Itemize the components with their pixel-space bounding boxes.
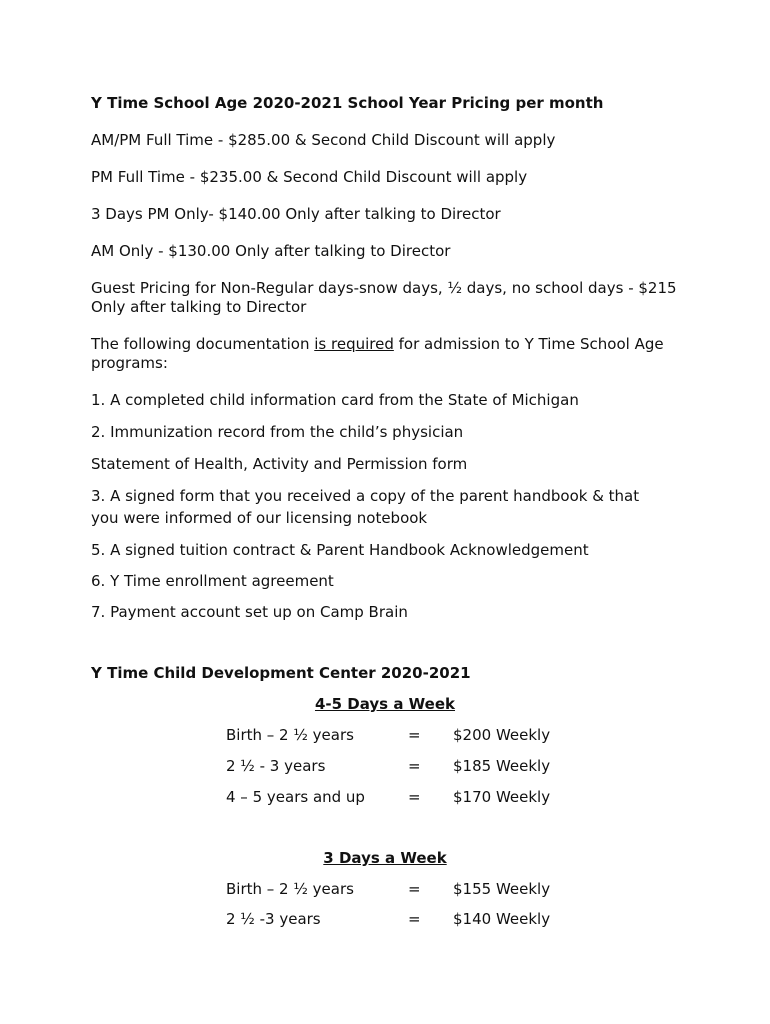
documentation-intro: [91, 335, 691, 354]
equals-sign: =: [408, 788, 421, 806]
rate-row: [0, 757, 770, 776]
rate-row: [0, 880, 770, 899]
doc-intro-before: The following documentation: [91, 335, 315, 353]
guest-pricing-line-2: Only after talking to Director: [91, 298, 307, 316]
equals-sign: =: [408, 757, 421, 775]
age-range: Birth – 2 ½ years: [226, 880, 354, 898]
doc-intro-after: for admission to Y Time School Age: [393, 335, 664, 353]
equals-sign: =: [408, 726, 421, 744]
weekly-price: $170 Weekly: [453, 788, 551, 806]
requirement-item: 2. Immunization record from the child’s physician: [91, 423, 464, 441]
is-required-emphasis: is required: [314, 335, 394, 353]
documentation-intro-line-2: programs:: [91, 354, 168, 372]
rate-row: [0, 788, 770, 807]
requirement-item: 1. A completed child information card from the State of Michigan: [91, 391, 579, 409]
age-range: 4 – 5 years and up: [226, 788, 365, 806]
equals-sign: =: [408, 880, 421, 898]
equals-sign: =: [408, 910, 421, 928]
requirement-item: 6. Y Time enrollment agreement: [91, 572, 334, 590]
section-heading-4-5-days: 4-5 Days a Week: [314, 695, 456, 713]
pricing-line: AM/PM Full Time - $285.00 & Second Child Discount will apply: [91, 131, 556, 149]
requirement-item: 3. A signed form that you received a copy of the parent handbook & that: [91, 487, 640, 505]
requirement-item: Statement of Health, Activity and Permission form: [91, 455, 468, 473]
school-age-title: Y Time School Age 2020-2021 School Year Pricing per month: [91, 94, 604, 112]
age-range: 2 ½ - 3 years: [226, 757, 326, 775]
cdc-title: Y Time Child Development Center 2020-2021: [91, 664, 471, 682]
section-heading-3-days: 3 Days a Week: [323, 849, 447, 867]
pricing-line: AM Only - $130.00 Only after talking to Director: [91, 242, 451, 260]
pricing-line: PM Full Time - $235.00 & Second Child Discount will apply: [91, 168, 528, 186]
weekly-price: $185 Weekly: [453, 757, 551, 775]
age-range: Birth – 2 ½ years: [226, 726, 354, 744]
pricing-line: 3 Days PM Only- $140.00 Only after talking to Director: [91, 205, 501, 223]
age-range: 2 ½ -3 years: [226, 910, 321, 928]
requirement-item: 5. A signed tuition contract & Parent Handbook Acknowledgement: [91, 541, 589, 559]
rate-row: [0, 726, 770, 745]
weekly-price: $200 Weekly: [453, 726, 551, 744]
weekly-price: $155 Weekly: [453, 880, 551, 898]
requirement-item: you were informed of our licensing notebook: [91, 509, 428, 527]
guest-pricing-line-1: Guest Pricing for Non-Regular days-snow days, ½ days, no school days - $215: [91, 279, 677, 297]
rate-row: [0, 910, 770, 929]
requirement-item: 7. Payment account set up on Camp Brain: [91, 603, 408, 621]
weekly-price: $140 Weekly: [453, 910, 551, 928]
